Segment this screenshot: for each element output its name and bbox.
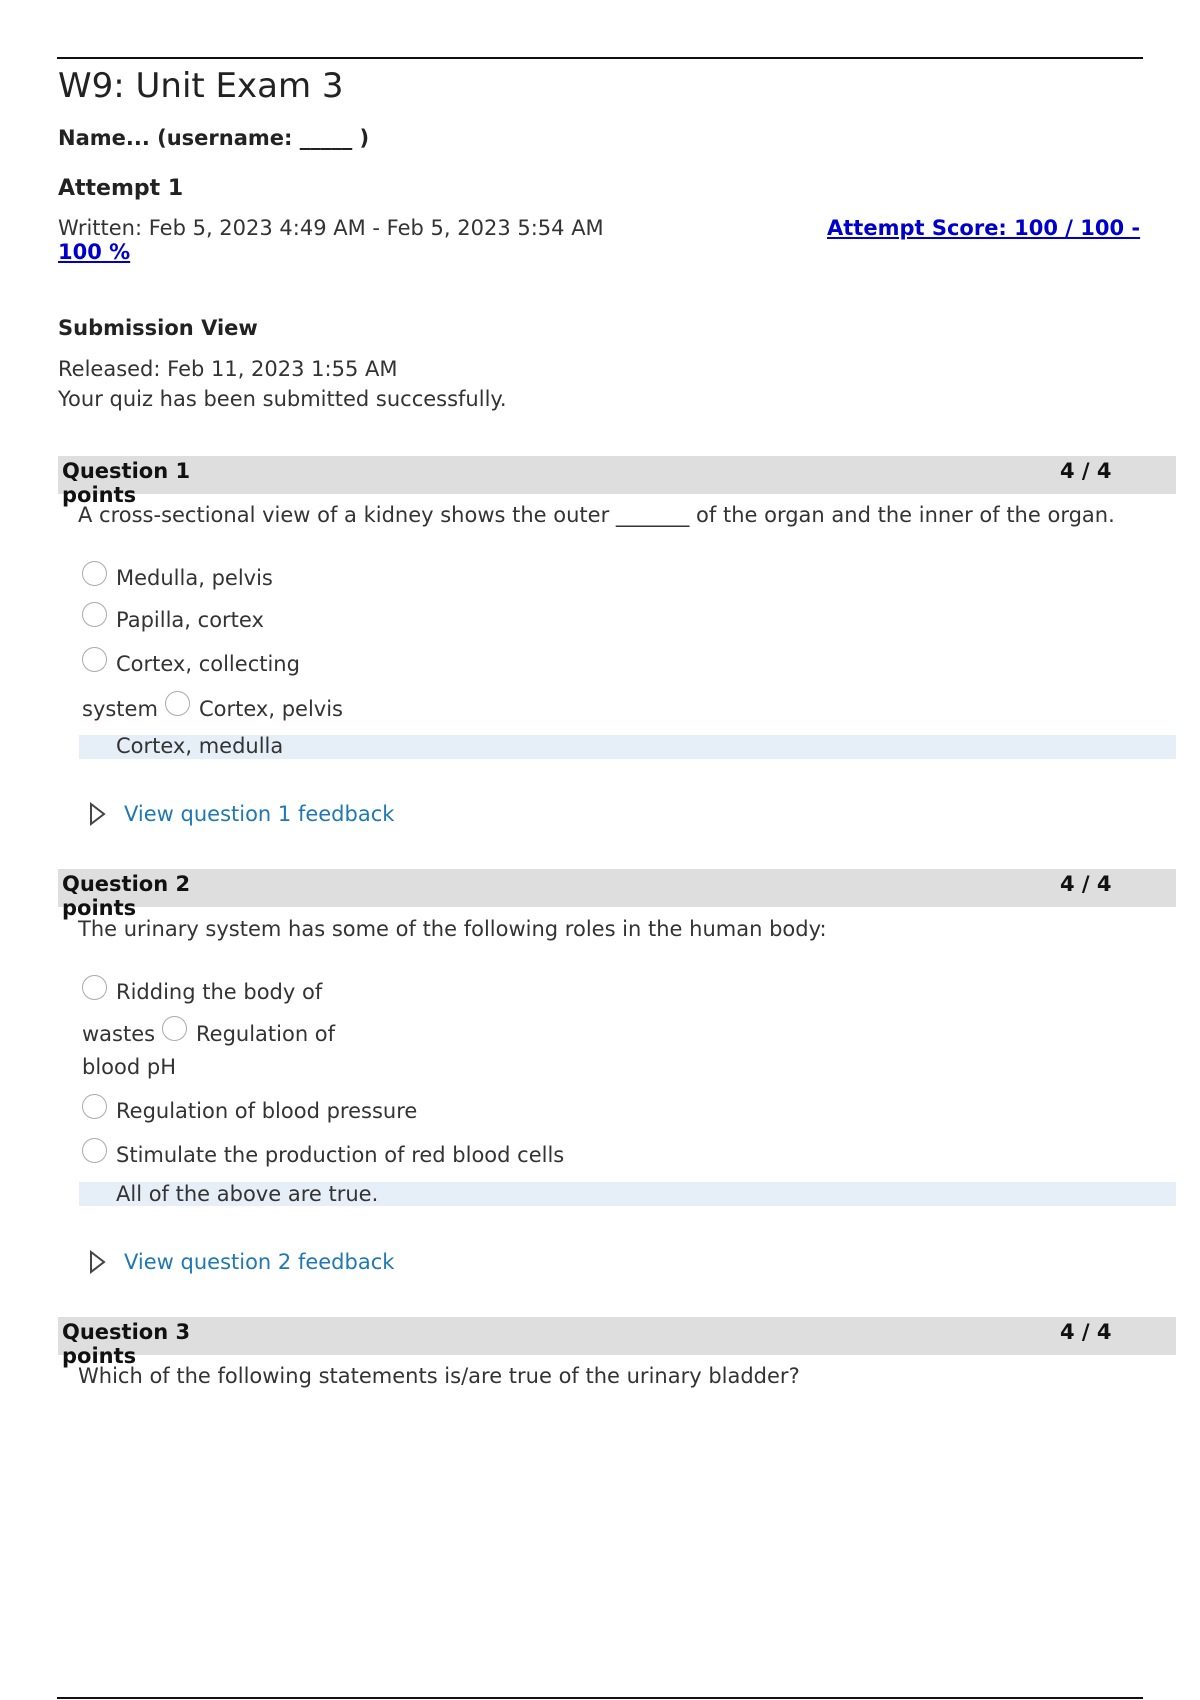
question-title: Question 3 (62, 1320, 191, 1344)
answer-option-wrap: wastes (82, 1022, 156, 1046)
answer-option-wrap: blood pH (82, 1055, 176, 1079)
page-title: W9: Unit Exam 3 (58, 66, 344, 106)
view-feedback-label: View question 1 feedback (124, 802, 395, 826)
radio-button-empty-icon[interactable] (82, 602, 107, 627)
triangle-right-outline-icon (88, 1250, 108, 1274)
view-feedback-link[interactable] (88, 1250, 394, 1274)
question-header (58, 456, 1176, 507)
written-timestamp: Written: Feb 5, 2023 4:49 AM - Feb 5, 2023 5:54 AM (58, 216, 604, 240)
top-divider (57, 57, 1143, 59)
correct-answer-option: All of the above are true. (116, 1182, 379, 1206)
question-score: 4 / 4 (1060, 872, 1112, 896)
submission-status-message: Your quiz has been submitted successfully. (58, 387, 507, 411)
view-feedback-link[interactable] (88, 802, 394, 826)
radio-button-empty-icon[interactable] (165, 691, 190, 716)
question-points-label: points (62, 896, 137, 920)
submission-view-heading: Submission View (58, 316, 258, 340)
question-text: The urinary system has some of the following roles in the human body: (78, 917, 827, 941)
answer-option: Regulation of (196, 1022, 336, 1046)
radio-button-empty-icon[interactable] (82, 975, 107, 1000)
question-score: 4 / 4 (1060, 1320, 1112, 1344)
radio-button-empty-icon[interactable] (82, 647, 107, 672)
question-text: A cross-sectional view of a kidney shows the outer _______ of the organ and the inner of the organ. (78, 503, 1115, 527)
answer-option-wrap: system (82, 697, 158, 721)
bottom-divider (57, 1697, 1143, 1699)
view-feedback-label: View question 2 feedback (124, 1250, 395, 1274)
radio-button-empty-icon[interactable] (162, 1016, 187, 1041)
radio-button-empty-icon[interactable] (82, 1094, 107, 1119)
question-text: Which of the following statements is/are true of the urinary bladder? (78, 1364, 800, 1388)
student-name-line: Name... (username: _____ ) (58, 126, 370, 150)
question-score: 4 / 4 (1060, 459, 1112, 483)
question-header (58, 1317, 1176, 1368)
answer-option: Papilla, cortex (116, 608, 264, 632)
attempt-heading: Attempt 1 (58, 176, 184, 201)
question-header (58, 869, 1176, 920)
question-points-label: points (62, 483, 137, 507)
answer-option: Cortex, collecting (116, 652, 300, 676)
correct-answer-option: Cortex, medulla (116, 734, 284, 758)
answer-option: Ridding the body of (116, 980, 323, 1004)
released-timestamp: Released: Feb 11, 2023 1:55 AM (58, 357, 398, 381)
radio-button-empty-icon[interactable] (82, 561, 107, 586)
attempt-score-link[interactable]: Attempt Score: 100 / 100 - 100 % (58, 216, 1141, 264)
answer-option: Regulation of blood pressure (116, 1099, 418, 1123)
triangle-right-outline-icon (88, 802, 108, 826)
answer-option: Medulla, pelvis (116, 566, 273, 590)
radio-button-empty-icon[interactable] (82, 1138, 107, 1163)
answer-option: Cortex, pelvis (199, 697, 343, 721)
question-title: Question 1 (62, 459, 191, 483)
question-points-label: points (62, 1344, 137, 1368)
answer-option: Stimulate the production of red blood cells (116, 1143, 565, 1167)
question-title: Question 2 (62, 872, 191, 896)
